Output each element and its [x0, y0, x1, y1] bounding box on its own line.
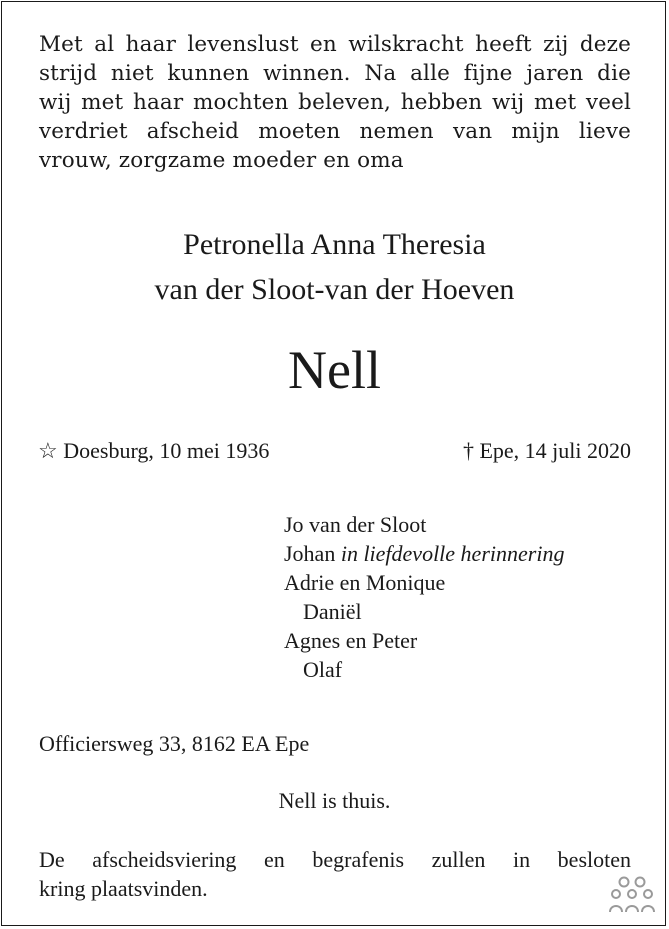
deceased-surname: van der Sloot-van der Hoeven	[154, 273, 515, 306]
birth-place-date: Doesburg, 10 mei 1936	[63, 438, 270, 463]
closing-text	[39, 845, 631, 903]
closing-line: kring plaatsvinden.	[39, 876, 208, 901]
in-memoriam-note: in liefdevolle herinnering	[340, 541, 565, 566]
intro-line: vrouw, zorgzame moeder en oma	[39, 148, 404, 173]
address: Officiersweg 33, 8162 EA Epe	[39, 731, 310, 756]
deceased-nickname: Nell	[288, 340, 381, 400]
intro-line: strijd niet kunnen winnen. Na alle fijne jaren die	[39, 61, 631, 86]
family-member-name: Johan	[284, 541, 336, 566]
deceased-first-names: Petronella Anna Theresia	[183, 228, 486, 261]
family-member: Olaf	[303, 657, 343, 682]
star-icon: ☆	[38, 438, 58, 463]
death-place-date: Epe, 14 juli 2020	[479, 438, 631, 463]
intro-text	[39, 30, 631, 175]
family-member	[284, 539, 564, 568]
family-member: Adrie en Monique	[284, 570, 446, 595]
closing-line: De afscheidsviering en begrafenis zullen in besloten	[39, 847, 631, 872]
intro-line: verdriet afscheid moeten nemen van mijn lieve	[39, 119, 631, 144]
family-member: Jo van der Sloot	[284, 512, 427, 537]
home-note: Nell is thuis.	[278, 788, 391, 813]
family-member: Daniël	[303, 599, 362, 624]
family-list	[284, 510, 564, 684]
intro-line: Met al haar levenslust en wilskracht heeft zij deze	[39, 32, 631, 57]
family-member: Agnes en Peter	[284, 628, 418, 653]
cross-icon: †	[462, 438, 474, 463]
death-info	[463, 436, 631, 466]
people-group-icon	[608, 874, 656, 914]
intro-line: wij met haar mochten beleven, hebben wij met veel	[39, 90, 631, 115]
birth-info	[38, 436, 269, 466]
